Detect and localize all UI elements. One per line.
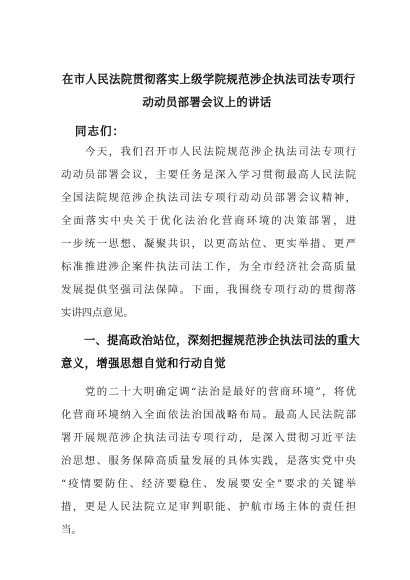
paragraph-2-line: 党的二十大明确定调“法治是最好的营商环境”，将优: [85, 386, 356, 398]
paragraph-1-line: 标准推进涉企案件执法司法工作，为全市经济社会高质量: [61, 261, 356, 273]
paragraph-1-line: 实讲四点意见。: [61, 307, 134, 319]
paragraph-1-line: 全国法院规范涉企执法司法专项行动动员部署会议精神，: [61, 192, 356, 204]
speech-title-line-2: 动动员部署会议上的讲话: [142, 95, 272, 109]
paragraph-2-line: 署开展规范涉企执法司法专项行动，是深入贯彻习近平法: [61, 432, 356, 444]
paragraph-1-line: 发展提供坚强司法保障。下面，我围绕专项行动的贯彻落: [61, 284, 356, 296]
section-1-heading-line-1: 一、提高政治站位，深刻把握规范涉企执法司法的重大: [84, 334, 360, 347]
paragraph-2-line: 治思想、服务保障高质量发展的具体实践，是落实党中央: [61, 455, 356, 467]
paragraph-1-line: 一步统一思想、凝聚共识，以更高站位、更实举措、更严: [61, 238, 356, 250]
section-1-heading-line-2: 意义，增强思想自觉和行动自觉: [61, 357, 227, 370]
paragraph-1-line: 全面落实中央关于优化法治化营商环境的决策部署，进: [61, 215, 356, 227]
salutation: 同志们：: [75, 124, 125, 138]
paragraph-1-line: 今天，我们召开市人民法院规范涉企执法司法专项行: [85, 146, 356, 158]
paragraph-2-line: “疫情要防住、经济要稳住、发展要安全”要求的关键举: [61, 478, 356, 490]
paragraph-1-line: 动动员部署会议，主要任务是深入学习贯彻最高人民法院: [61, 169, 356, 181]
paragraph-2-line: 当。: [61, 524, 82, 536]
paragraph-2-line: 化营商环境纳入全面依法治国战略布局。最高人民法院部: [61, 409, 356, 421]
speech-title-line-1: 在市人民法院贯彻落实上级学院规范涉企执法司法专项行: [62, 72, 356, 86]
paragraph-2-line: 措，更是人民法院立足审判职能、护航市场主体的责任担: [61, 501, 356, 513]
